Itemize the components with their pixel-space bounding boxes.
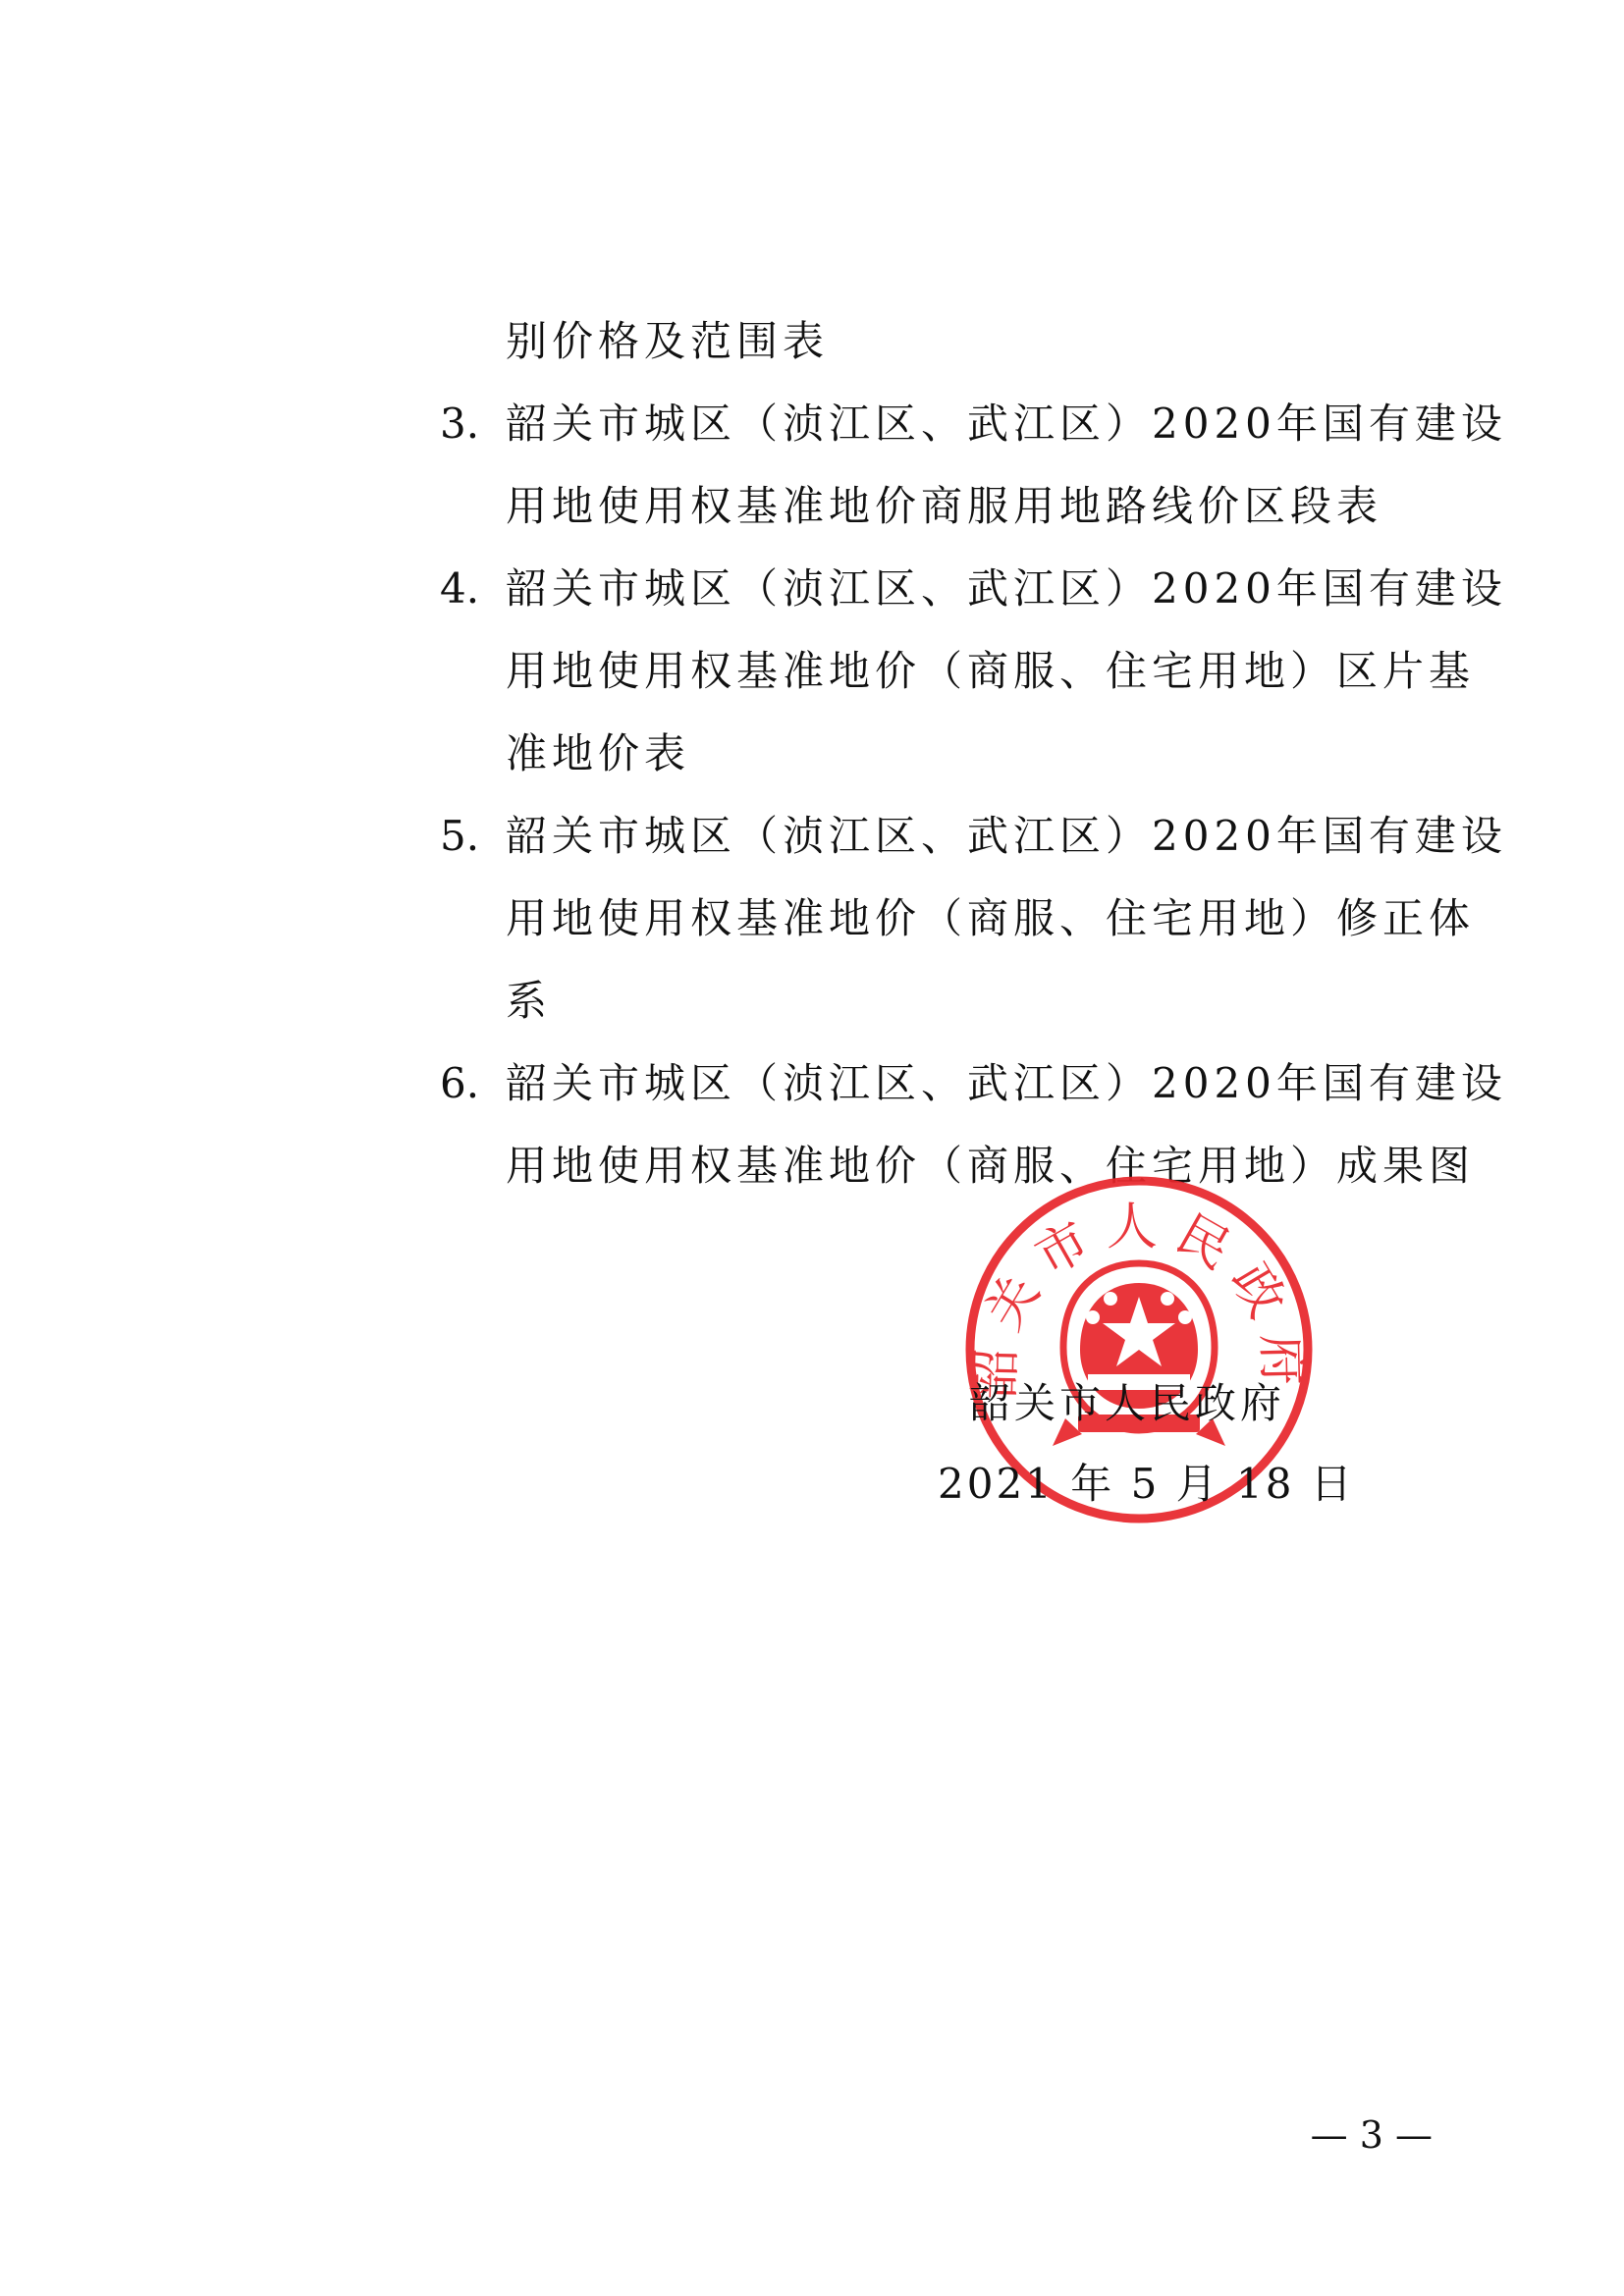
list-item-number: 6. <box>440 1059 480 1107</box>
list-item-line: 系 <box>506 977 553 1025</box>
list-item-line: 韶关市城区（浈江区、武江区）2020年国有建设 <box>506 812 1507 860</box>
seal-arc-textpath: 韶关市人民政府 <box>966 1198 1312 1400</box>
list-item-line: 准地价表 <box>506 729 691 777</box>
list-item-line: 韶关市城区（浈江区、武江区）2020年国有建设 <box>506 1059 1507 1107</box>
list-item-number: 5. <box>440 812 480 860</box>
continuation-line: 别价格及范围表 <box>506 317 830 365</box>
list-item-line: 用地使用权基准地价（商服、住宅用地）成果图 <box>506 1142 1476 1190</box>
issue-date: 2021 年 5 月 18 日 <box>938 1460 1355 1508</box>
list-item-number: 4. <box>440 564 480 613</box>
list-item-line: 用地使用权基准地价商服用地路线价区段表 <box>506 482 1383 530</box>
list-item-line: 韶关市城区（浈江区、武江区）2020年国有建设 <box>506 400 1507 448</box>
issuer-name: 韶关市人民政府 <box>969 1379 1286 1427</box>
list-item-line: 用地使用权基准地价（商服、住宅用地）修正体 <box>506 894 1476 942</box>
list-item-number: 3. <box>440 400 480 448</box>
list-item-line: 韶关市城区（浈江区、武江区）2020年国有建设 <box>506 564 1507 613</box>
page-number: — 3 — <box>1310 2113 1433 2157</box>
list-item-line: 用地使用权基准地价（商服、住宅用地）区片基 <box>506 647 1476 695</box>
